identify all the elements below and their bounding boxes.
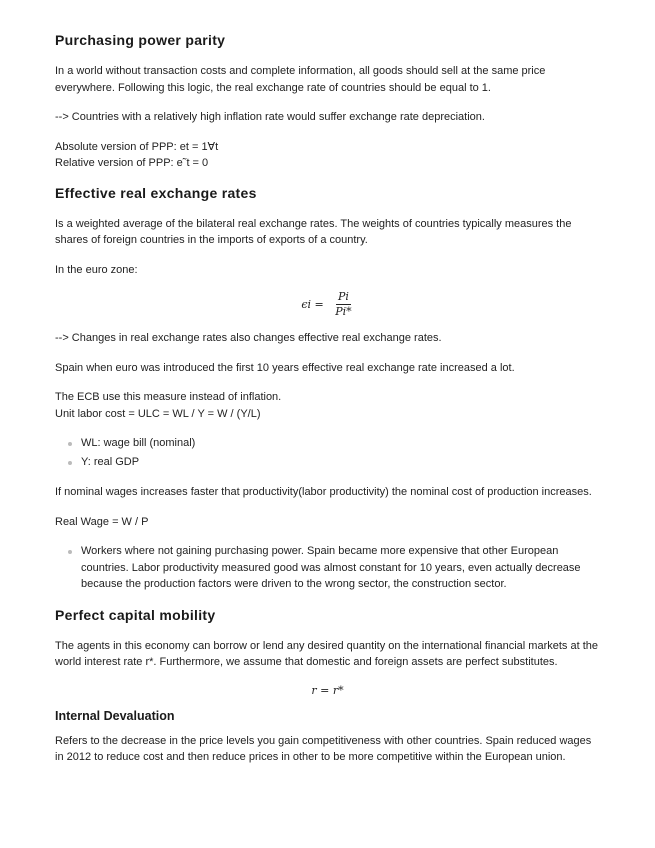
eer-bullet-list [55, 435, 600, 470]
ppp-paragraph-1: In a world without transaction costs and complete information, all goods should sell at the same price everywhere. Following this logic, the real exchange rate of countries should be equal to 1. [55, 65, 546, 94]
heading-purchasing-power-parity: Purchasing power parity [55, 32, 226, 48]
formula-lhs: ϵi = [301, 298, 324, 311]
list-item: Workers where not gaining purchasing power. Spain became more expensive that other European countries. Labor productivity measured good was almost constant for 10 years, even actually decrease because the production factors were driven to the wrong sector, the construction sector. [81, 543, 600, 593]
pcm-formula: r = r* [311, 683, 344, 697]
formula-fraction [333, 291, 353, 318]
ppp-relative-version: Relative version of PPP: e˜t = 0 [55, 157, 209, 169]
ppp-absolute-version: Absolute version of PPP: et = 1∀t [55, 140, 219, 153]
eer-paragraph-6: If nominal wages increases faster that productivity(labor productivity) the nominal cost of production increases. [55, 486, 592, 498]
eer-paragraph-3: --> Changes in real exchange rates also changes effective real exchange rates. [55, 332, 442, 344]
pcm-paragraph-1: The agents in this economy can borrow or lend any desired quantity on the international financial markets at the world interest rate r*. Furthermore, we assume that domestic and foreign assets are perfect substitutes. [55, 639, 598, 668]
list-item: WL: wage bill (nominal) [81, 435, 600, 452]
eer-formula [55, 291, 600, 318]
heading-perfect-capital-mobility: Perfect capital mobility [55, 606, 216, 623]
id-paragraph-1: Refers to the decrease in the price levels you gain competitiveness with other countries. Spain reduced wages in 2012 to reduce cost and then reduce prices in other to be more competitive within the European union. [55, 734, 592, 763]
eer-paragraph-7: Real Wage = W / P [55, 515, 149, 528]
eer-paragraph-1: Is a weighted average of the bilateral real exchange rates. The weights of countries typically measures the shares of foreign countries in the imports of exports of a country. [55, 217, 572, 246]
formula-denominator: Pi* [335, 305, 352, 318]
eer-paragraph-4: Spain when euro was introduced the first 10 years effective real exchange rate increased a lot. [55, 361, 515, 374]
eer-paragraph-5a: The ECB use this measure instead of inflation. [55, 391, 282, 403]
heading-internal-devaluation: Internal Devaluation [55, 708, 175, 723]
list-item: Y: real GDP [81, 454, 600, 471]
ppp-paragraph-2: --> Countries with a relatively high inflation rate would suffer exchange rate depreciation. [55, 111, 485, 123]
eer-bullet-list-2 [55, 543, 600, 593]
heading-effective-real-exchange-rates: Effective real exchange rates [55, 184, 257, 201]
eer-paragraph-2: In the euro zone: [55, 263, 138, 276]
eer-paragraph-5b: Unit labor cost = ULC = WL / Y = W / (Y/L) [55, 407, 261, 420]
formula-numerator: Pi [337, 290, 349, 303]
